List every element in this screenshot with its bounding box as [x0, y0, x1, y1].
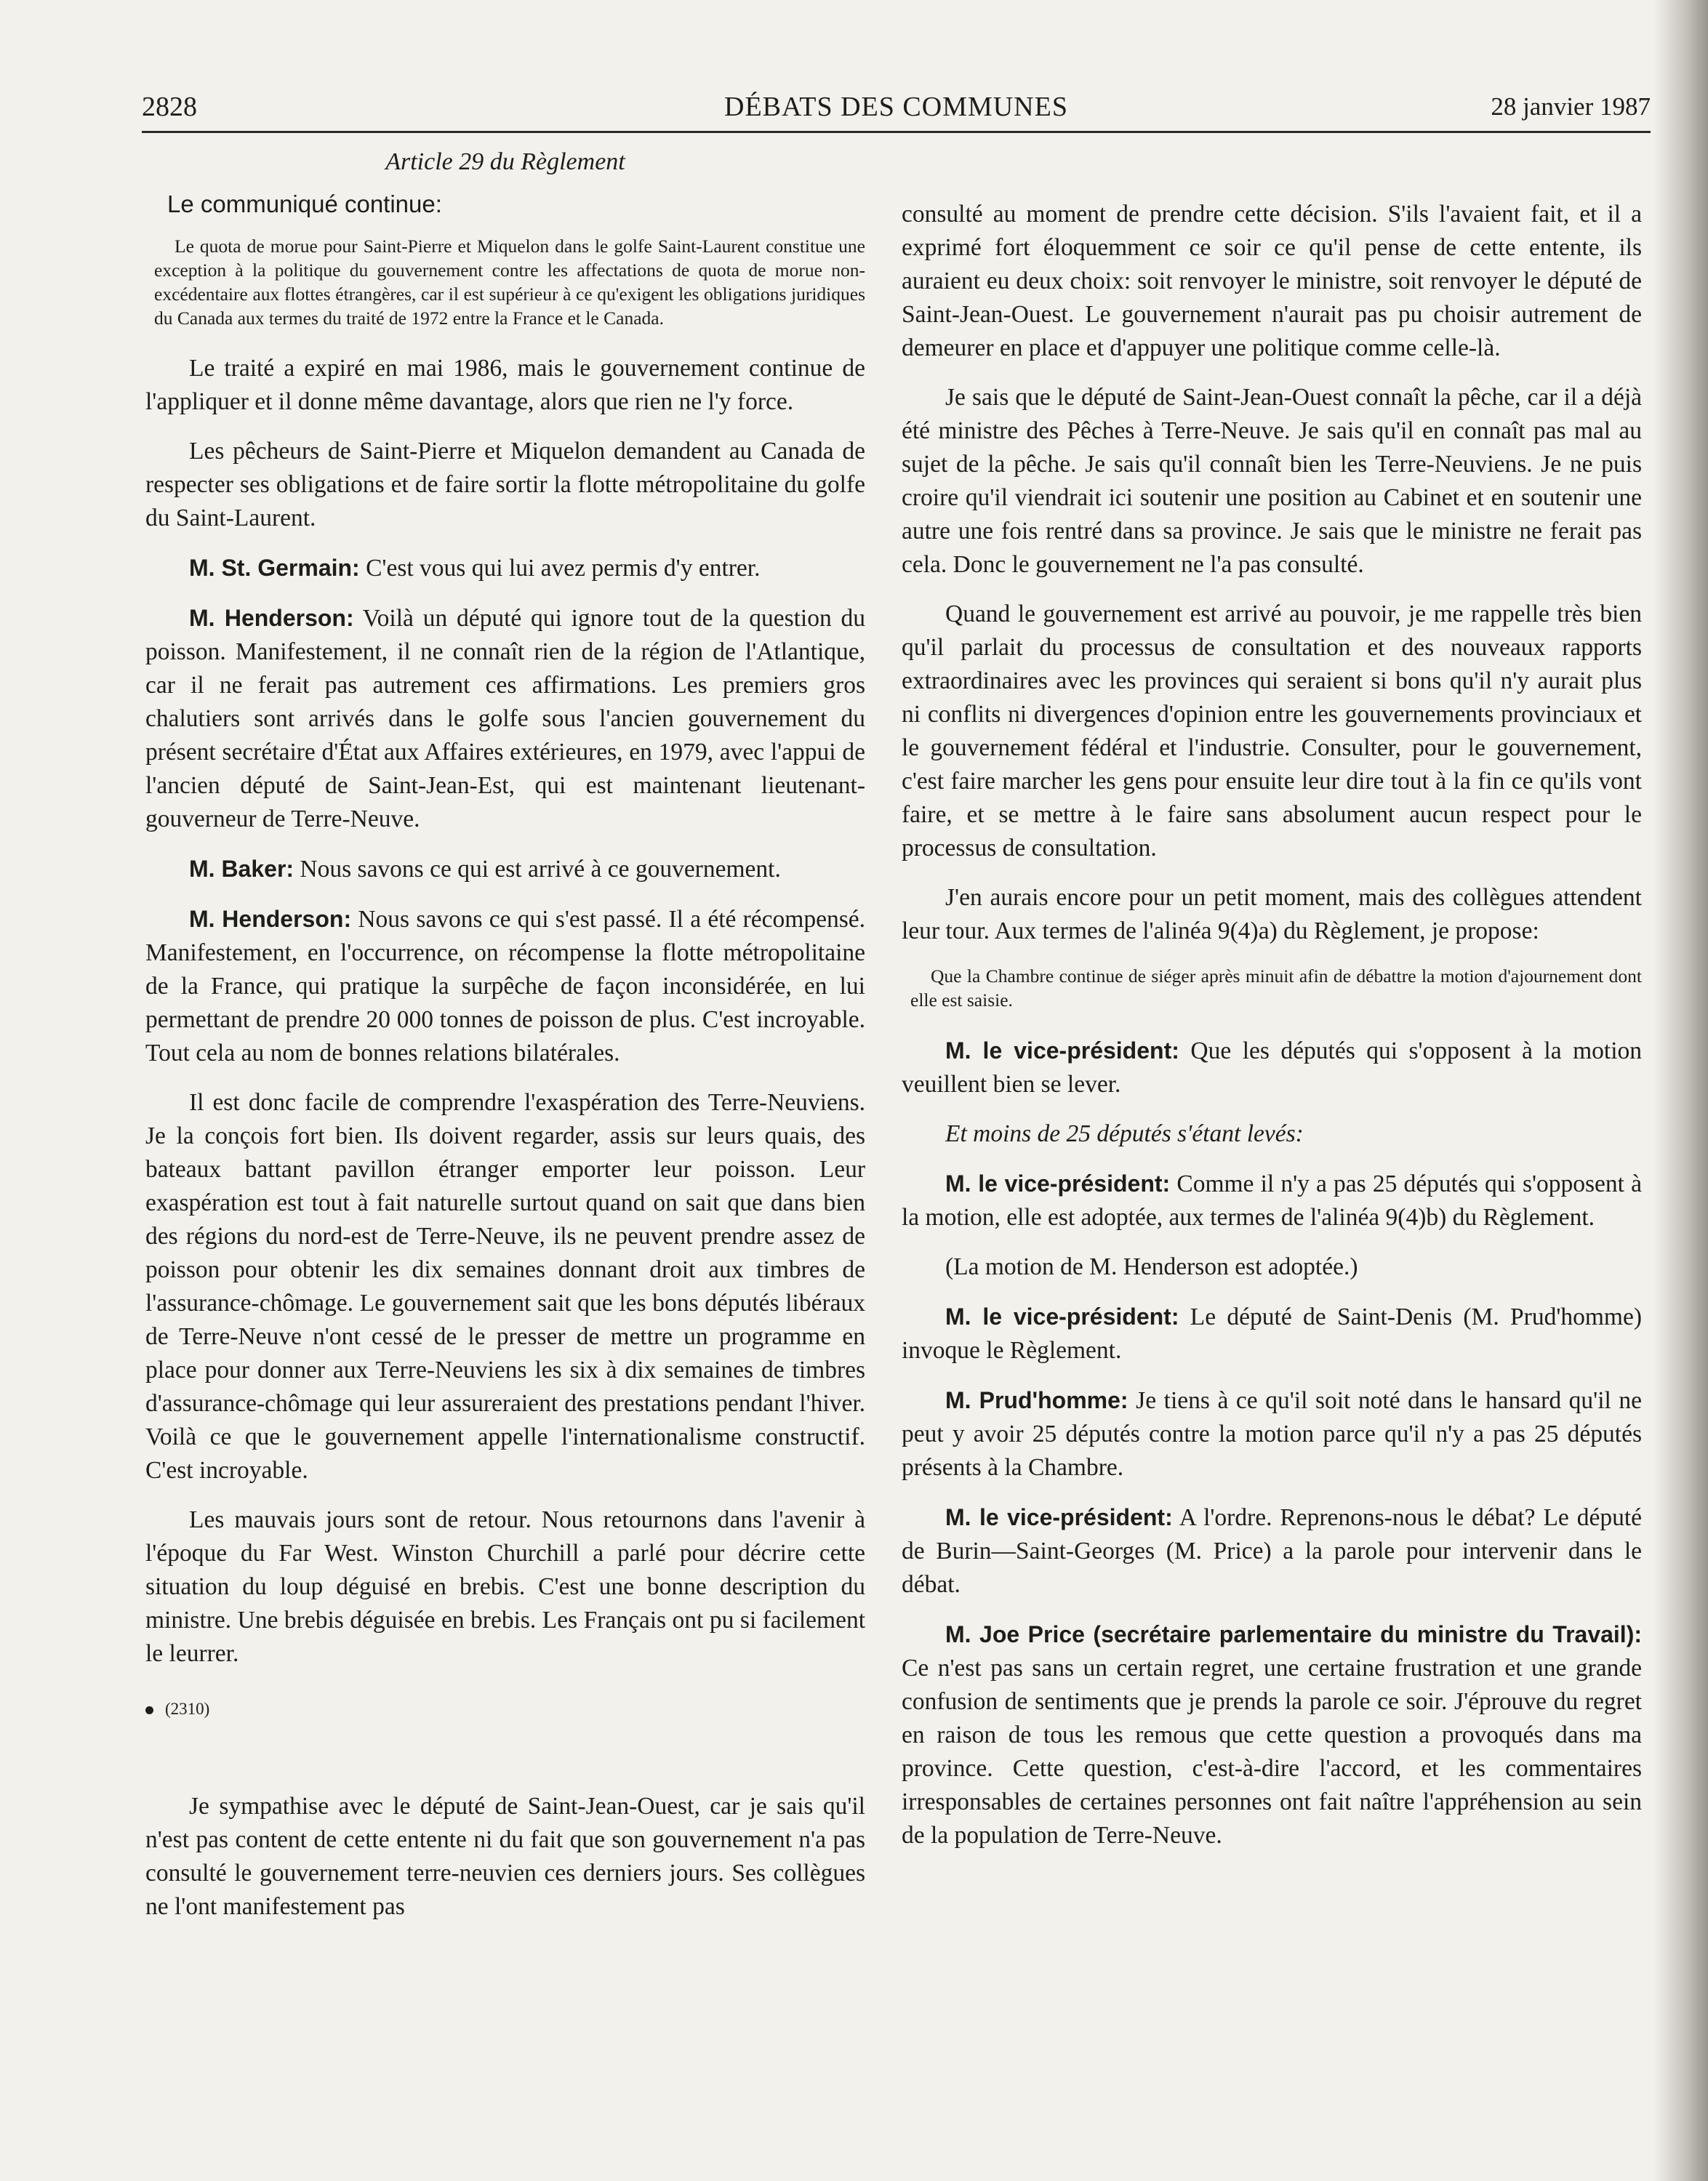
speech-text: Je tiens à ce qu'il soit noté dans le hansard qu'il ne peut y avoir 25 députés contre la motion parce qu'il n'y a pas 25 députés présents à la Chambre.	[902, 1387, 1643, 1481]
paragraph: Je sais que le député de Saint-Jean-Ouest connaît la pêche, car il a déjà été ministre des Pêches à Terre-Neuve. Je sais qu'il en connaît pas mal au sujet de la pêche. Je sais qu'il connaît bien les Terre-Neuviens. Je ne puis croire qu'il viendrait ici soutenir une position au Cabinet et en soutenir une autre une fois rentré dans sa province. Je sais que le ministre ne ferait pas cela. Donc le gouvernement ne l'a pas consulté.	[902, 384, 1642, 578]
speech	[902, 1618, 1642, 1852]
speaker-name: M. Henderson:	[189, 906, 352, 932]
motion-result: (La motion de M. Henderson est adoptée.)	[945, 1253, 1358, 1280]
speech	[145, 551, 865, 585]
page-number: 2828	[142, 92, 197, 122]
paragraph: Quand le gouvernement est arrivé au pouvoir, je me rappelle très bien qu'il parlait du processus de consultation et des nouveaux rapports extraordinaires avec les provinces qui seraient si bons qu'il n'y aurait plus ni conflits ni divergences d'opinion entre les gouvernements provinciaux et le gouvernement fédéral et l'industrie. Consulter, pour le gouvernement, c'est faire marcher les gens pour ensuite leur dire tout à la fin ce qu'ils vont faire, et se mettre à le faire sans absolument aucun respect pour le processus de consultation.	[902, 601, 1642, 861]
speaker-name: M. Joe Price (secrétaire parlementaire du ministre du Travail):	[945, 1621, 1642, 1647]
speaker-name: M. Baker:	[189, 856, 294, 882]
time-marker-text: (2310)	[165, 1700, 210, 1718]
page-edge-shadow	[1653, 0, 1708, 2181]
speaker-name: M. St. Germain:	[189, 555, 360, 581]
speaker-name: M. le vice-président:	[945, 1170, 1171, 1197]
speaker-name: M. Henderson:	[189, 605, 354, 631]
speech-text: Voilà un député qui ignore tout de la question du poisson. Manifestement, il ne connaît rien de la région de l'Atlantique, car il ne ferait pas autrement ces affirmations. Les premiers gros chalutiers sont arrivés dans le golfe sous l'ancien gouvernement du présent secrétaire d'État aux Affaires extérieures, en 1979, avec l'appui de l'ancien député de Saint-Jean-Est, qui est maintenant lieutenant-gouverneur de Terre-Neuve.	[145, 605, 865, 832]
speaker-name: M. le vice-président:	[945, 1304, 1179, 1330]
journal-title: DÉBATS DES COMMUNES	[724, 92, 1068, 122]
section-subheading: Article 29 du Règlement	[385, 148, 625, 175]
paragraph: Le traité a expiré en mai 1986, mais le gouvernement continue de l'appliquer et il donne même davantage, alors que rien ne l'y force.	[145, 355, 865, 415]
speech-text: C'est vous qui lui avez permis d'y entrer.	[359, 555, 761, 582]
speech	[902, 1300, 1642, 1367]
speech-text: Ce n'est pas sans un certain regret, une certaine frustration et une grande confusion de sentiments que je prends la parole ce soir. J'éprouve du regret en raison de tous les remous que cette question a provoqués dans ma province. Cette question, c'est-à-dire l'accord, et les commentaires irresponsables de certaines personnes ont fait naître l'appréhension au sein de la population de Terre-Neuve.	[902, 1655, 1642, 1849]
speech	[902, 1383, 1642, 1485]
speaker-name: M. le vice-président:	[945, 1504, 1173, 1530]
left-column	[145, 145, 865, 1940]
speaker-name: M. le vice-président:	[945, 1037, 1179, 1064]
speech	[902, 1167, 1642, 1234]
stage-direction: Et moins de 25 députés s'étant levés:	[945, 1120, 1304, 1147]
motion-quote: Que la Chambre continue de siéger après minuit afin de débattre la motion d'ajournement dont elle est saisie.	[910, 965, 1642, 1011]
speech-text: Nous savons ce qui s'est passé. Il a été récompensé. Manifestement, en l'occurrence, on récompense la flotte métropolitaine de la France, qui pratique la surpêche de façon inconsidérée, en lui permettant de prendre 20 000 tonnes de poisson de plus. C'est incroyable. Tout cela au nom de bonnes relations bilatérales.	[145, 906, 865, 1067]
paragraph: Il est donc facile de comprendre l'exaspération des Terre-Neuviens. Je la conçois fort bien. Ils doivent regarder, assis sur leurs quais, des bateaux battant pavillon étranger emporter leur poisson. Leur exaspération est tout à fait naturelle surtout quand on sait que dans bien des régions du nord-est de Terre-Neuve, ils ne peuvent prendre assez de poisson pour obtenir les dix semaines donnant droit aux timbres de l'assurance-chômage. Le gouvernement sait que les bons députés libéraux de Terre-Neuve n'ont cessé de le presser de mettre un programme en place pour donner aux Terre-Neuviens les six à dix semaines de timbres d'assurance-chômage qui leur assureraient des prestations pendant l'hiver. Voilà ce que le gouvernement appelle l'internationalisme constructif. C'est incroyable.	[145, 1089, 865, 1484]
speech-text: A l'ordre. Reprenons-nous le débat? Le député de Burin—Saint-Georges (M. Price) a la parole pour intervenir dans le débat.	[902, 1504, 1642, 1598]
paragraph: Les mauvais jours sont de retour. Nous retournons dans l'avenir à l'époque du Far West. Winston Churchill a parlé pour décrire cette situation du loup déguisé en brebis. C'est une bonne description du ministre. Une brebis déguisée en brebis. Les Français ont pu si facilement le leurrer.	[145, 1506, 865, 1667]
speech-text: Que les députés qui s'opposent à la motion veuillent bien se lever.	[902, 1037, 1643, 1098]
bullet-icon	[145, 1706, 153, 1714]
speech-text: Nous savons ce qui est arrivé à ce gouvernement.	[294, 856, 781, 883]
header-divider	[142, 131, 1651, 133]
issue-date: 28 janvier 1987	[1491, 92, 1651, 121]
paragraph: J'en aurais encore pour un petit moment, mais des collègues attendent leur tour. Aux termes de l'alinéa 9(4)a) du Règlement, je propose:	[902, 884, 1642, 944]
block-quote: Le quota de morue pour Saint-Pierre et Miquelon dans le golfe Saint-Laurent constitue une exception à la politique du gouvernement contre les affectations de quota de morue non-excédentaire aux flottes étrangères, car il est supérieur à ce qu'exigent les obligations juridiques du Canada aux termes du traité de 1972 entre la France et le Canada.	[154, 236, 865, 329]
speech	[145, 852, 865, 886]
speech	[902, 1501, 1642, 1602]
right-column	[902, 198, 1642, 1868]
page-header	[142, 91, 1651, 134]
paragraph: consulté au moment de prendre cette décision. S'ils l'avaient fait, et il a exprimé fort éloquemment ce soir ce qu'il pense de cette entente, ils auraient eu deux choix: soit renvoyer le ministre, soit renvoyer le député de Saint-Jean-Ouest. Le gouvernement n'aurait pas pu choisir autrement de demeurer en place et d'appuyer une politique comme celle-là.	[902, 201, 1642, 361]
paragraph: Les pêcheurs de Saint-Pierre et Miquelon demandent au Canada de respecter ses obligations et de faire sortir la flotte métropolitaine du golfe du Saint-Laurent.	[145, 438, 865, 531]
speech-text: Comme il n'y a pas 25 députés qui s'opposent à la motion, elle est adoptée, aux termes de l'alinéa 9(4)b) du Règlement.	[902, 1170, 1642, 1231]
speech-text: Le député de Saint-Denis (M. Prud'homme) invoque le Règlement.	[902, 1304, 1643, 1364]
speech	[902, 1034, 1642, 1101]
paragraph: Le communiqué continue:	[167, 190, 442, 217]
speech	[145, 601, 865, 836]
speaker-name: M. Prud'homme:	[945, 1387, 1128, 1413]
paragraph: Je sympathise avec le député de Saint-Jean-Ouest, car je sais qu'il n'est pas content de cette entente ni du fait que son gouvernement n'a pas consulté le gouvernement terre-neuvien ces derniers jours. Ses collègues ne l'ont manifestement pas	[145, 1793, 865, 1920]
speech	[145, 902, 865, 1070]
time-marker	[145, 1692, 865, 1726]
